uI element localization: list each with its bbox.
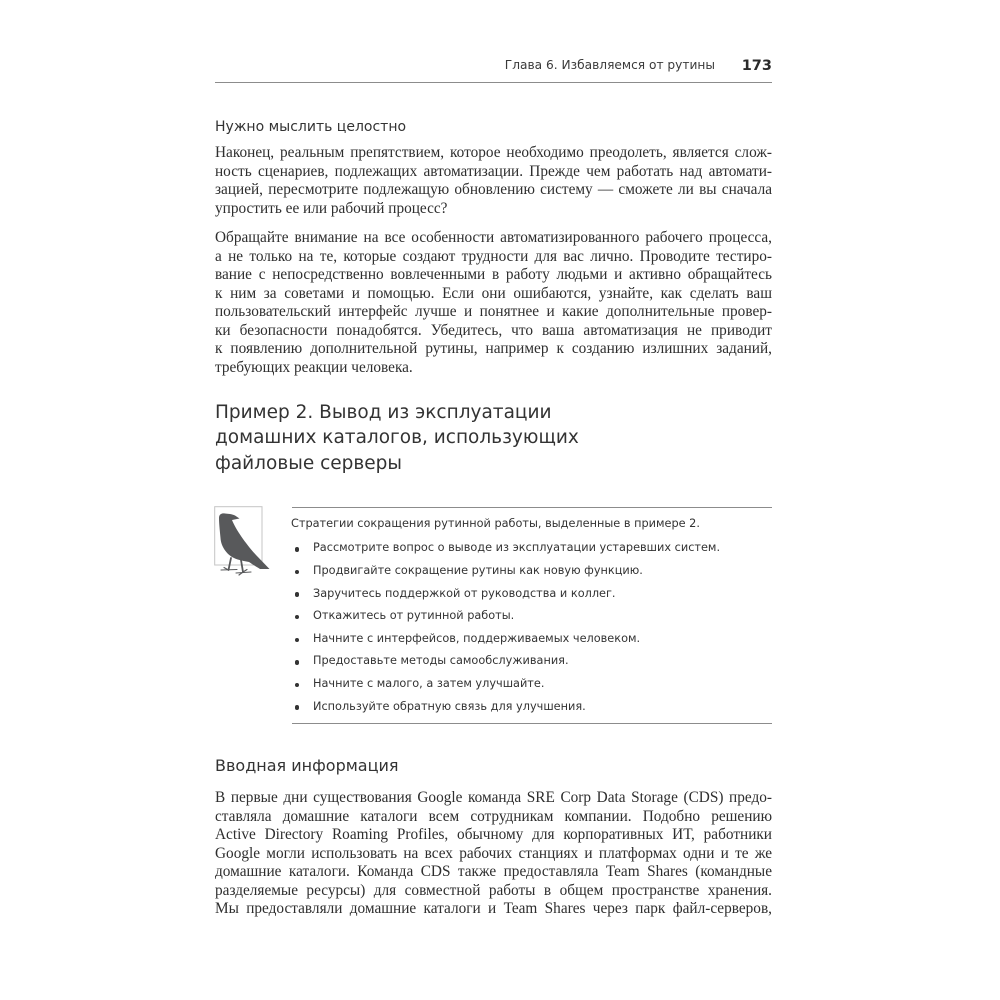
text-line: а не только на те, которые создают трудности для вас лично. Проводите тестиро- bbox=[215, 247, 772, 265]
text-line: зацией, пересмотрите подлежащую обновлению систему — сможете ли вы сначала bbox=[215, 181, 772, 199]
list-item bbox=[291, 673, 771, 696]
crow-icon bbox=[210, 502, 274, 577]
list-item-text: Откажитесь от рутинной работы. bbox=[313, 609, 515, 623]
list-item-text: Предоставьте методы самообслуживания. bbox=[313, 654, 569, 668]
text-line: ность сценариев, подлежащих автоматизации. Прежде чем работать над автомати- bbox=[215, 162, 772, 180]
text-line: Google могли использовать на всех рабочих станциях и платформах одни и те же bbox=[215, 844, 772, 862]
callout-top-rule bbox=[292, 507, 772, 508]
text-line: к появлению дополнительной рутины, например к созданию излишних заданий, bbox=[215, 340, 772, 358]
callout-intro: Стратегии сокращения рутинной работы, выделенные в примере 2. bbox=[291, 517, 700, 531]
list-item bbox=[291, 537, 771, 560]
callout-bottom-rule bbox=[292, 723, 772, 724]
text-line: требующих реакции человека. bbox=[215, 358, 413, 376]
header-rule bbox=[215, 82, 772, 83]
list-item-text: Продвигайте сокращение рутины как новую функцию. bbox=[313, 563, 643, 577]
text-line: пользовательский интерфейс лучше и понятнее и какие дополнительные провер- bbox=[215, 303, 772, 321]
heading-line: Пример 2. Вывод из эксплуатации bbox=[215, 401, 552, 423]
strategy-list bbox=[291, 537, 771, 718]
text-line: Наконец, реальным препятствием, которое необходимо преодолеть, является слож- bbox=[215, 144, 772, 162]
list-item bbox=[291, 560, 771, 583]
bullet-icon bbox=[295, 592, 299, 596]
list-item bbox=[291, 650, 771, 673]
text-line: ставляла домашние каталоги всем сотрудникам компании. Подобно решению bbox=[215, 807, 772, 825]
heading-line: домашних каталогов, использующих bbox=[215, 427, 579, 448]
bullet-icon bbox=[295, 570, 299, 574]
page-number: 173 bbox=[741, 57, 772, 74]
bullet-icon bbox=[295, 705, 299, 709]
bullet-icon bbox=[295, 683, 299, 687]
text-line: Обращайте внимание на все особенности автоматизированного рабочего процесса, bbox=[215, 229, 772, 247]
bullet-icon bbox=[295, 615, 299, 619]
paragraph bbox=[215, 144, 772, 218]
text-line: В первые дни существования Google команда SRE Corp Data Storage (CDS) предо- bbox=[215, 789, 772, 807]
list-item-text: Рассмотрите вопрос о выводе из эксплуатации устаревших систем. bbox=[313, 541, 721, 555]
text-line: ки безопасности понадобятся. Убедитесь, что ваша автоматизация не приводит bbox=[215, 321, 772, 339]
text-line: упростить ее или рабочий процесс? bbox=[215, 199, 448, 217]
paragraph bbox=[215, 789, 772, 919]
text-line: домашние каталоги. Команда CDS также предоставляла Team Shares (командные bbox=[215, 863, 772, 881]
example-heading bbox=[215, 400, 579, 477]
list-item-text: Заручитесь поддержкой от руководства и коллег. bbox=[313, 586, 616, 600]
list-item-text: Используйте обратную связь для улучшения. bbox=[313, 699, 586, 713]
text-line: разделяемые ресурсы) для совместной работы в общем пространстве хранения. bbox=[215, 881, 772, 899]
text-line: Active Directory Roaming Profiles, обычному для корпоративных ИТ, работники bbox=[215, 826, 772, 844]
text-line: Мы предоставляли домашние каталоги и Team Shares через парк файл-серверов, bbox=[215, 900, 772, 918]
list-item bbox=[291, 605, 771, 628]
bullet-icon bbox=[295, 547, 299, 551]
list-item-text: Начните с малого, а затем улучшайте. bbox=[313, 676, 545, 690]
list-item bbox=[291, 696, 771, 719]
text-line: к ним за советами и помощью. Если они ошибаются, узнайте, как сделать ваш bbox=[215, 284, 772, 302]
list-item bbox=[291, 583, 771, 606]
section-heading: Нужно мыслить целостно bbox=[215, 119, 407, 135]
text-line: вание с непосредственно вовлеченными в работу людьми и активно обращайтесь bbox=[215, 266, 772, 284]
heading-line: файловые серверы bbox=[215, 452, 403, 474]
section-heading: Вводная информация bbox=[215, 755, 399, 775]
bullet-icon bbox=[295, 660, 299, 664]
bullet-icon bbox=[295, 638, 299, 642]
chapter-title: Глава 6. Избавляемся от рутины bbox=[504, 58, 715, 72]
paragraph bbox=[215, 229, 772, 377]
list-item bbox=[291, 628, 771, 651]
list-item-text: Начните с интерфейсов, поддерживаемых человеком. bbox=[313, 631, 641, 645]
